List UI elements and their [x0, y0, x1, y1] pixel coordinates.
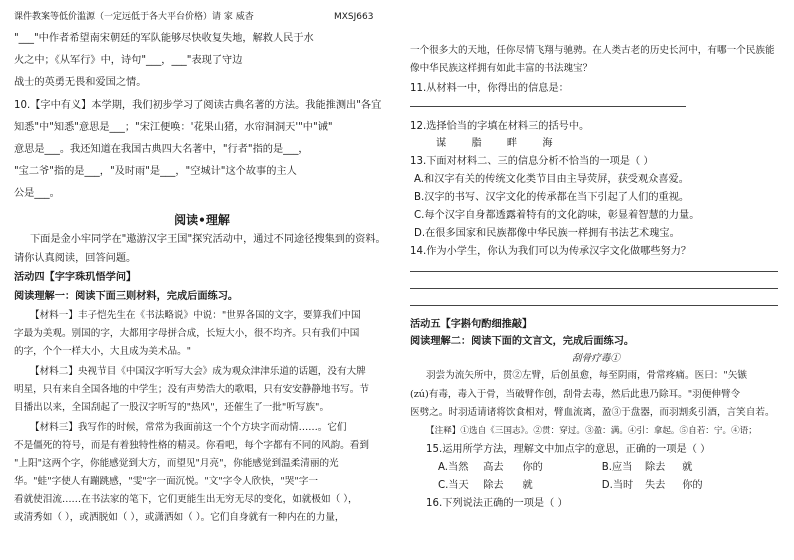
q15-option-text: 高去: [483, 462, 504, 473]
q15-option-text: 你的: [522, 462, 543, 473]
notes-line: 【注释】①选自《三国志》。②贯：穿过。③盈：满。④引：拿起。⑤自若：宁。④语；: [426, 426, 757, 436]
activity-4-heading: 活动四【字字珠玑悟学问】: [14, 272, 137, 283]
q16-prompt: 16.下列说法正确的一项是（ ）: [426, 498, 568, 509]
q13-prompt: 13.下面对材料二、三的信息分析不恰当的一项是（ ）: [410, 156, 654, 167]
q15-option-text: D.当时: [601, 480, 634, 491]
material2-line-1: 【材料二】央视节目《中国汉字听写大会》成为观众津津乐道的话题，没有大牌: [30, 366, 366, 377]
q12-option: 谋: [436, 138, 447, 149]
q12-option: 畔: [506, 138, 518, 149]
passage-line-3: 医劈之。时羽适请诸将饮食相对，臂血流离，盈③于盘器，而羽割炙引酒，言笑自若。: [410, 407, 775, 418]
q15-option-text: 除去: [645, 462, 666, 473]
passage-line-1: 羽尝为流矢所中，贯②左臂，后创虽愈，每至阴雨，骨常疼痛。医曰："矢镞: [426, 370, 748, 381]
passage-line-2: (zú)有毒，毒入于骨，当破臂作创，刮骨去毒，然后此患乃除耳。"羽便伸臂令: [410, 389, 741, 400]
passage-title: 刮骨疗毒①: [572, 353, 620, 364]
cont-line-1: 一个很多大的天地，任你尽情飞翔与驰骋。在人类古老的历史长河中，有哪一个民族能: [410, 45, 775, 56]
q14-prompt: 14.作为小学生，你认为我们可以为传承汉字文化做哪些努力？: [410, 246, 692, 257]
q15-option-text: 失去: [645, 480, 666, 491]
q15-option-text: 就: [682, 462, 693, 473]
q10-line-1: 10.【字中有义】本学期，我们初步学习了阅读古典名著的方法。我能推测出"各宜: [14, 100, 382, 111]
header-watermark: [14, 10, 374, 24]
q13-option-c[interactable]: C.每个汉字自身都透露着特有的文化韵味，彰显着智慧的力量。: [414, 210, 700, 221]
q15-prompt: 15.运用所学方法，理解文中加点字的意思，正确的一项是（ ）: [426, 444, 711, 455]
activity-5-heading: 活动五【字斟句酌细推敲】: [410, 319, 533, 330]
material3-line-3: "上阳"这两个字，你能感觉到大方，而望见"月亮"，你能感觉到温柔清丽的光: [14, 458, 339, 469]
section-title: 阅读•理解: [174, 213, 230, 227]
intro-line-2: 请你认真阅读，回答问题。: [14, 253, 137, 264]
q13-option-a[interactable]: A.和汉字有关的传统文化类节目由主导荧屏，获受观众喜爱。: [414, 174, 689, 185]
material1-line-1: 【材料一】丰子恺先生在《书法略说》中说："世界各国的文字，要算我们中国: [30, 310, 361, 321]
material3-line-2: 不是僵死的符号，而是有着独特性格的精灵。你看吧，每个字都有不同的风韵。看到: [14, 440, 369, 451]
q13-option-d[interactable]: D.在很多国家和民族都像中华民族一样拥有书法艺术瑰宝。: [414, 228, 680, 239]
q12-options: [436, 137, 553, 151]
material3-line-4: 华。"蛙"字使人有蹦跳感，"雯"字一面沉悦。"文"字令人欣快，"哭"字一: [14, 476, 318, 487]
cont-line-2: 像中华民族这样拥有如此丰富的书法瑰宝？: [410, 63, 593, 74]
q10-line-5: 公是___。: [14, 188, 60, 199]
q15-row-1: [438, 461, 768, 475]
material3-line-6: 或清秀如（ ），或洒脱如（ ），或潇洒如（ ）。它们自身就有一种内在的力量，: [14, 512, 345, 523]
q15-option-c[interactable]: [438, 480, 602, 491]
material3-line-5: 看就使泪流……在书法家的笔下，它们更能生出无穷无尽的变化，如就极如（ ），: [14, 494, 358, 505]
q10-line-2: 知悉"中"知悉"意思是___；"宋江便唤：'花果山猪，水帘洞洞天'"中"诫": [14, 122, 333, 133]
q15-option-text: 就: [522, 480, 533, 491]
q15-row-2: [438, 479, 768, 493]
q9-line-3: 战士的英勇无畏和爱国之情。: [14, 77, 147, 88]
q12-option: 脂: [471, 138, 482, 149]
q14-answer-line-1[interactable]: [410, 271, 778, 272]
q15-option-text: 你的: [682, 480, 703, 491]
material1-line-3: 的字，个个一样大小，大且成为美术品。": [14, 346, 192, 357]
q13-option-b[interactable]: B.汉字的书写、汉字文化的传承都在当下引起了人们的重视。: [414, 192, 690, 203]
q15-option-text: A.当然: [438, 462, 469, 473]
q15-option-text: B.应当: [601, 462, 633, 473]
material3-line-1: 【材料三】我写作的时候，常常为我面前这一个个方块字而动情……。它们: [30, 422, 347, 433]
q10-line-3: 意思是___。我还知道在我国古典四大名著中，"行者"指的是___，: [14, 144, 309, 155]
material1-line-2: 字最为美观。别国的字，大都用字母拼合成，长短大小，很不均齐。只有我们中国: [14, 328, 360, 339]
q11-prompt: 11.从材料一中，你得出的信息是：: [410, 83, 569, 94]
q9-line-2: 火之中；《从军行》中，诗句"___，___"表现了守边: [14, 55, 243, 66]
q11-answer-line[interactable]: [410, 106, 686, 107]
q12-option: 海: [542, 138, 553, 149]
material2-line-3: 目播出以来，全国刮起了一股汉字听写的"热风"，还催生了一批"听写族"。: [14, 402, 330, 413]
material2-line-2: 明星，只有来自全国各地的中学生；没有声势浩大的歌唱，只有安安静静地书写。节: [14, 384, 369, 395]
q14-answer-line-3[interactable]: [410, 305, 778, 306]
q15-option-a[interactable]: [438, 462, 602, 473]
q12-prompt: 12.选择恰当的字填在材料三的括号中。: [410, 121, 590, 132]
reading-1-heading: 阅读理解一：阅读下面三则材料，完成后面练习。: [14, 291, 239, 302]
q14-answer-line-2[interactable]: [410, 288, 778, 289]
header-text: 课件教案等低价滥源（一定远低于各大平台价格）请 家 威杳: [14, 12, 254, 22]
q15-option-text: C.当天: [438, 480, 469, 491]
intro-line-1: 下面是金小牢同学在"遨游汉字王国"探究活动中，通过不同途径搜集到的资料。: [30, 234, 386, 245]
q10-line-4: "宝二爷"指的是___，"及时雨"是___，"空城计"这个故事的主人: [14, 166, 297, 177]
q9-line-1: "___"中作者希望南宋朝廷的军队能够尽快收复失地，解救人民于水: [14, 33, 314, 44]
q15-option-b[interactable]: [602, 462, 693, 473]
reading-2-heading: 阅读理解二：阅读下面的文言文，完成后面练习。: [410, 336, 635, 347]
q15-option-d[interactable]: [602, 480, 703, 491]
q15-option-text: 除去: [483, 480, 504, 491]
header-code: MXSJ663: [334, 12, 374, 22]
